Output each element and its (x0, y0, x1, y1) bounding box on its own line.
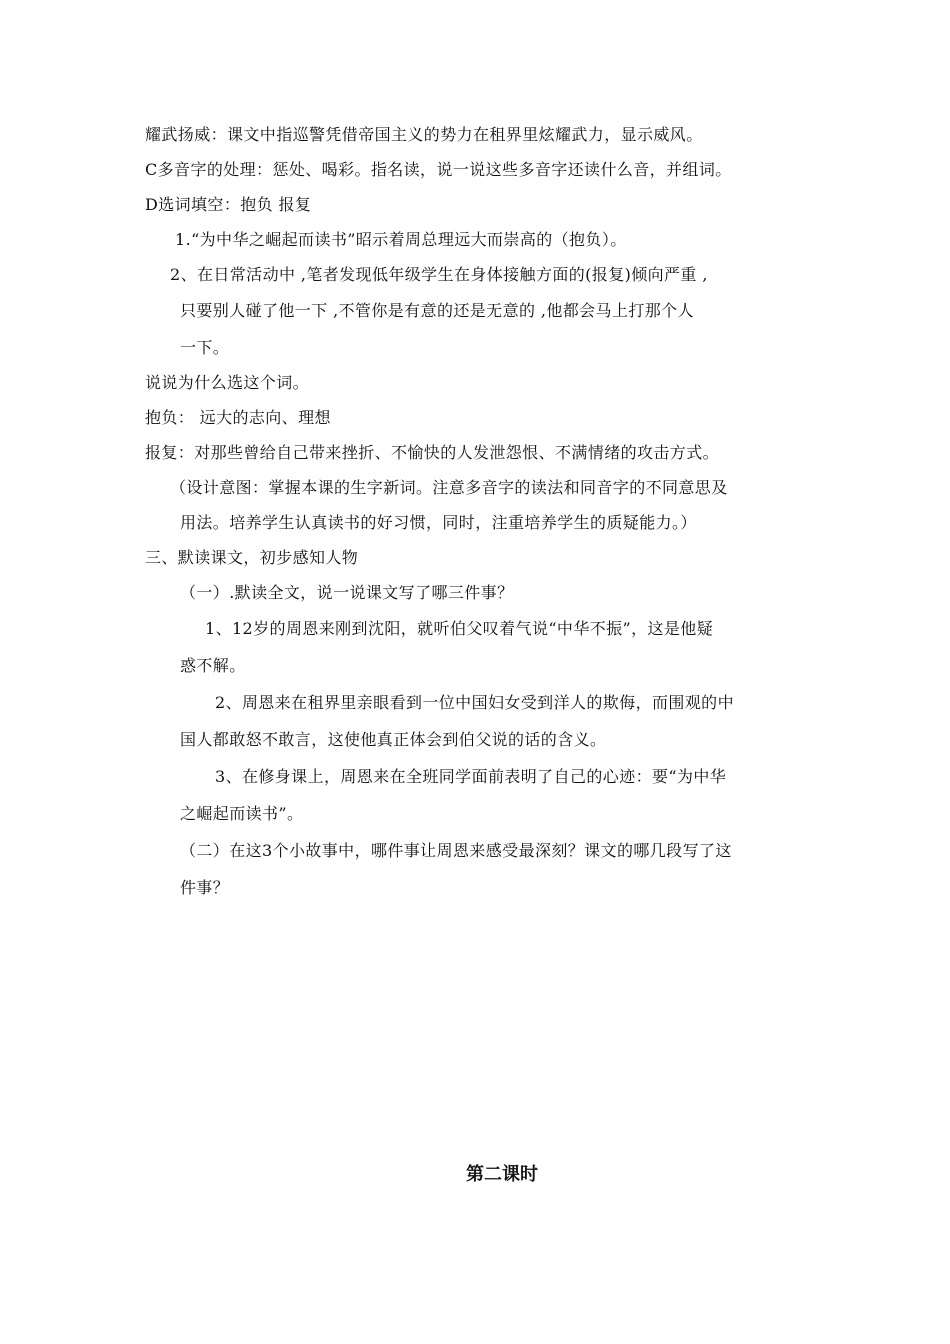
text-line-design-intent-cont: 用法。培养学生认真读书的好习惯，同时，注重培养学生的质疑能力。） (180, 513, 697, 532)
section-heading-silent-reading: 三、默读课文，初步感知人物 (145, 548, 359, 567)
text-line-example-2-cont: 只要别人碰了他一下 ,不管你是有意的还是无意的 ,他都会马上打那个人 (180, 301, 694, 320)
text-line-question-2-cont: 件事？ (180, 878, 230, 897)
lesson-heading: 第二课时 (466, 1164, 538, 1185)
text-line-question-2: （二）在这3个小故事中，哪件事让周恩来感受最深刻？课文的哪几段写了这 (180, 841, 732, 860)
text-line-fill-blank: D选词填空：抱负 报复 (145, 195, 312, 214)
text-line-explain: 说说为什么选这个词。 (145, 373, 310, 392)
text-line-polyphone: C多音字的处理：惩处、喝彩。指名读，说一说这些多音字还读什么音，并组词。 (145, 160, 732, 179)
text-line-example-1: 1.“为中华之崛起而读书”昭示着周总理远大而崇高的（抱负）。 (175, 230, 627, 249)
text-line-event-1: 1、12岁的周恩来刚到沈阳，就听伯父叹着气说“中华不振”，这是他疑 (205, 619, 714, 638)
text-line-design-intent: （设计意图：掌握本课的生字新词。注意多音字的读法和同音字的不同意思及 (170, 478, 728, 497)
text-line-baofu: 抱负： 远大的志向、理想 (145, 408, 331, 427)
text-line-question-1: （一）.默读全文，说一说课文写了哪三件事？ (180, 583, 514, 602)
text-line-baofu-revenge: 报复：对那些曾给自己带来挫折、不愉快的人发泄怨恨、不满情绪的攻击方式。 (145, 443, 720, 462)
text-line-example-2-end: 一下。 (180, 338, 230, 357)
text-line-event-3: 3、在修身课上，周恩来在全班同学面前表明了自己的心迹：要“为中华 (215, 767, 727, 786)
text-line-event-2: 2、周恩来在租界里亲眼看到一位中国妇女受到洋人的欺侮，而围观的中 (215, 693, 734, 712)
text-line-example-2: 2、在日常活动中 ,笔者发现低年级学生在身体接触方面的(报复)倾向严重 , (170, 265, 708, 284)
text-line-yaowu: 耀武扬威：课文中指巡警凭借帝国主义的势力在租界里炫耀武力，显示威风。 (145, 125, 703, 144)
text-line-event-1-cont: 惑不解。 (180, 656, 246, 675)
text-line-event-2-cont: 国人都敢怒不敢言，这使他真正体会到伯父说的话的含义。 (180, 730, 607, 749)
text-line-event-3-cont: 之崛起而读书”。 (180, 804, 304, 823)
